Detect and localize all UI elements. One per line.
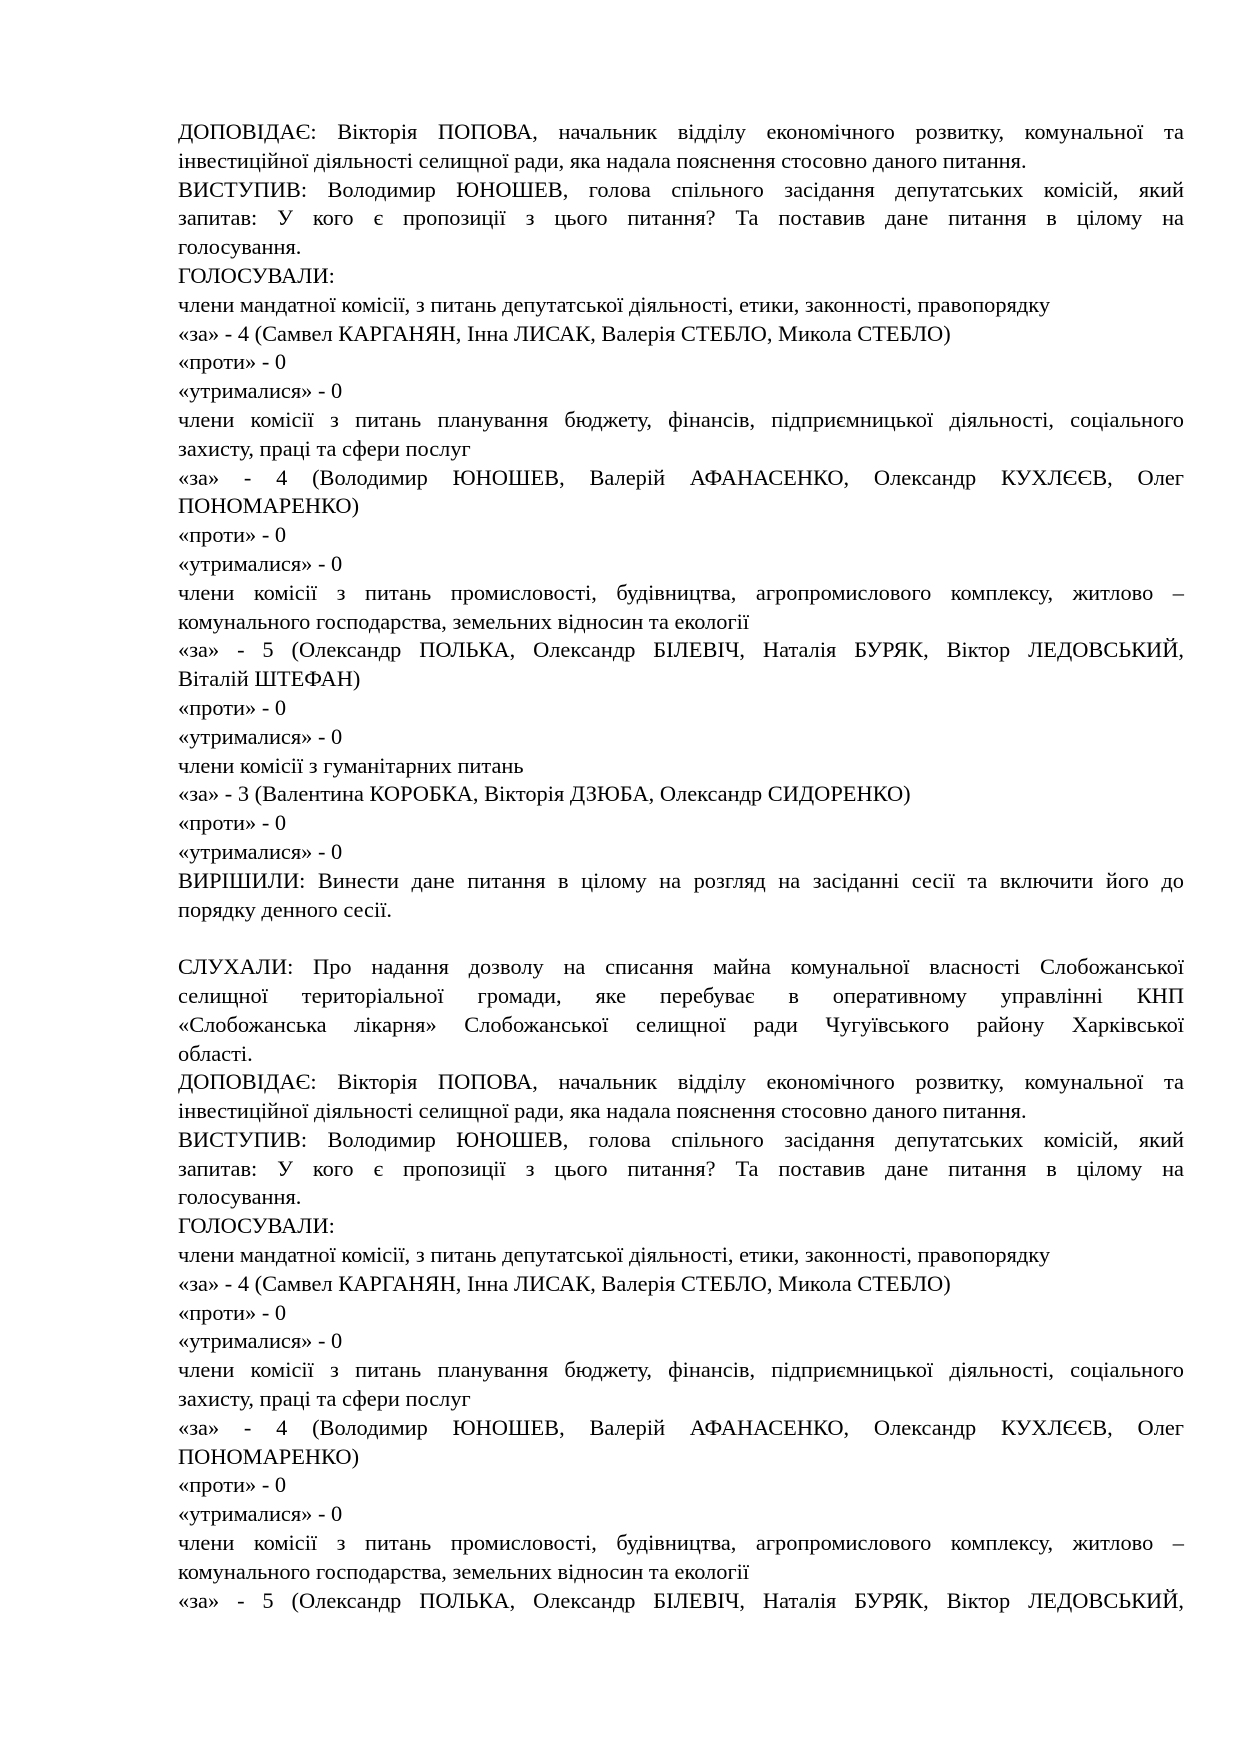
text-line: запитав: У кого є пропозиції з цього питання? Та поставив дане питання в цілому на xyxy=(178,1155,1184,1181)
text-line: «проти» - 0 xyxy=(178,694,287,720)
text-line: члени мандатної комісії, з питань депутатської діяльності, етики, законності, правопорядку xyxy=(178,1242,1051,1268)
text-line: ВИСТУПИВ: Володимир ЮНОШЕВ, голова спільного засідання депутатських комісій, який xyxy=(178,1126,1184,1152)
text-line: ПОНОМАРЕНКО) xyxy=(178,493,360,519)
text-line: члени комісії з питань промисловості, будівництва, агропромислового комплексу, житлово – xyxy=(178,579,1184,605)
text-line: Віталій ШТЕФАН) xyxy=(178,666,361,692)
text-line: члени комісії з питань промисловості, будівництва, агропромислового комплексу, житлово – xyxy=(178,1530,1184,1556)
text-line: «утрималися» - 0 xyxy=(178,723,343,749)
text-line: порядку денного сесії. xyxy=(178,896,393,922)
text-line: захисту, праці та сфери послуг xyxy=(178,435,471,461)
text-line: члени мандатної комісії, з питань депутатської діяльності, етики, законності, правопорядку xyxy=(178,291,1051,317)
text-line: інвестиційної діяльності селищної ради, яка надала пояснення стосовно даного питання. xyxy=(178,1098,1027,1124)
text-line: ГОЛОСУВАЛИ: xyxy=(178,1213,335,1239)
text-line: «утрималися» - 0 xyxy=(178,550,343,576)
text-line: запитав: У кого є пропозиції з цього питання? Та поставив дане питання в цілому на xyxy=(178,205,1184,231)
text-line: ДОПОВІДАЄ: Вікторія ПОПОВА, начальник відділу економічного розвитку, комунальної та xyxy=(178,1069,1184,1095)
text-line: «проти» - 0 xyxy=(178,810,287,836)
text-line: ВИСТУПИВ: Володимир ЮНОШЕВ, голова спільного засідання депутатських комісій, який xyxy=(178,176,1184,202)
text-line: члени комісії з питань планування бюджету, фінансів, підприємницької діяльності, соціального xyxy=(178,406,1184,432)
text-line: «за» - 4 (Самвел КАРГАНЯН, Інна ЛИСАК, Валерія СТЕБЛО, Микола СТЕБЛО) xyxy=(178,1270,951,1296)
text-line: комунального господарства, земельних відносин та екології xyxy=(178,1558,750,1584)
text-line: області. xyxy=(178,1040,253,1066)
text-line: інвестиційної діяльності селищної ради, яка надала пояснення стосовно даного питання. xyxy=(178,147,1027,173)
text-line: «утрималися» - 0 xyxy=(178,378,343,404)
text-line: «за» - 4 (Володимир ЮНОШЕВ, Валерій АФАНАСЕНКО, Олександр КУХЛЄЄВ, Олег xyxy=(178,464,1184,490)
text-line: «за» - 3 (Валентина КОРОБКА, Вікторія ДЗЮБА, Олександр СИДОРЕНКО) xyxy=(178,781,911,807)
blank-line xyxy=(178,924,1184,953)
text-line: «проти» - 0 xyxy=(178,1299,287,1325)
text-line: «за» - 4 (Володимир ЮНОШЕВ, Валерій АФАНАСЕНКО, Олександр КУХЛЄЄВ, Олег xyxy=(178,1414,1184,1440)
text-line: «за» - 5 (Олександр ПОЛЬКА, Олександр БІЛЕВІЧ, Наталія БУРЯК, Віктор ЛЕДОВСЬКИЙ, xyxy=(178,637,1184,663)
document-page xyxy=(178,118,1184,1615)
text-line: члени комісії з гуманітарних питань xyxy=(178,752,524,778)
text-line: селищної територіальної громади, яке перебуває в оперативному управлінні КНП xyxy=(178,982,1184,1008)
text-line: СЛУХАЛИ: Про надання дозволу на списання майна комунальної власності Слобожанської xyxy=(178,954,1184,980)
text-line: комунального господарства, земельних відносин та екології xyxy=(178,608,750,634)
text-line: ДОПОВІДАЄ: Вікторія ПОПОВА, начальник відділу економічного розвитку, комунальної та xyxy=(178,119,1184,144)
text-line: «Слобожанська лікарня» Слобожанської селищної ради Чугуївського району Харківської xyxy=(178,1011,1184,1037)
text-line: захисту, праці та сфери послуг xyxy=(178,1386,471,1412)
text-line: ПОНОМАРЕНКО) xyxy=(178,1443,360,1469)
text-line: «утрималися» - 0 xyxy=(178,1501,343,1527)
text-line: «проти» - 0 xyxy=(178,522,287,548)
text-line: ГОЛОСУВАЛИ: xyxy=(178,262,335,288)
text-line: ВИРІШИЛИ: Винести дане питання в цілому на розгляд на засіданні сесії та включити його до xyxy=(178,867,1184,893)
text-line: «за» - 5 (Олександр ПОЛЬКА, Олександр БІЛЕВІЧ, Наталія БУРЯК, Віктор ЛЕДОВСЬКИЙ, xyxy=(178,1587,1184,1613)
text-line: голосування. xyxy=(178,234,302,260)
text-line: голосування. xyxy=(178,1184,302,1210)
text-line: «проти» - 0 xyxy=(178,1472,287,1498)
text-line: «утрималися» - 0 xyxy=(178,838,343,864)
text-line: члени комісії з питань планування бюджету, фінансів, підприємницької діяльності, соціального xyxy=(178,1357,1184,1383)
text-line: «утрималися» - 0 xyxy=(178,1328,343,1354)
text-line: «проти» - 0 xyxy=(178,349,287,375)
text-line: «за» - 4 (Самвел КАРГАНЯН, Інна ЛИСАК, Валерія СТЕБЛО, Микола СТЕБЛО) xyxy=(178,320,951,346)
